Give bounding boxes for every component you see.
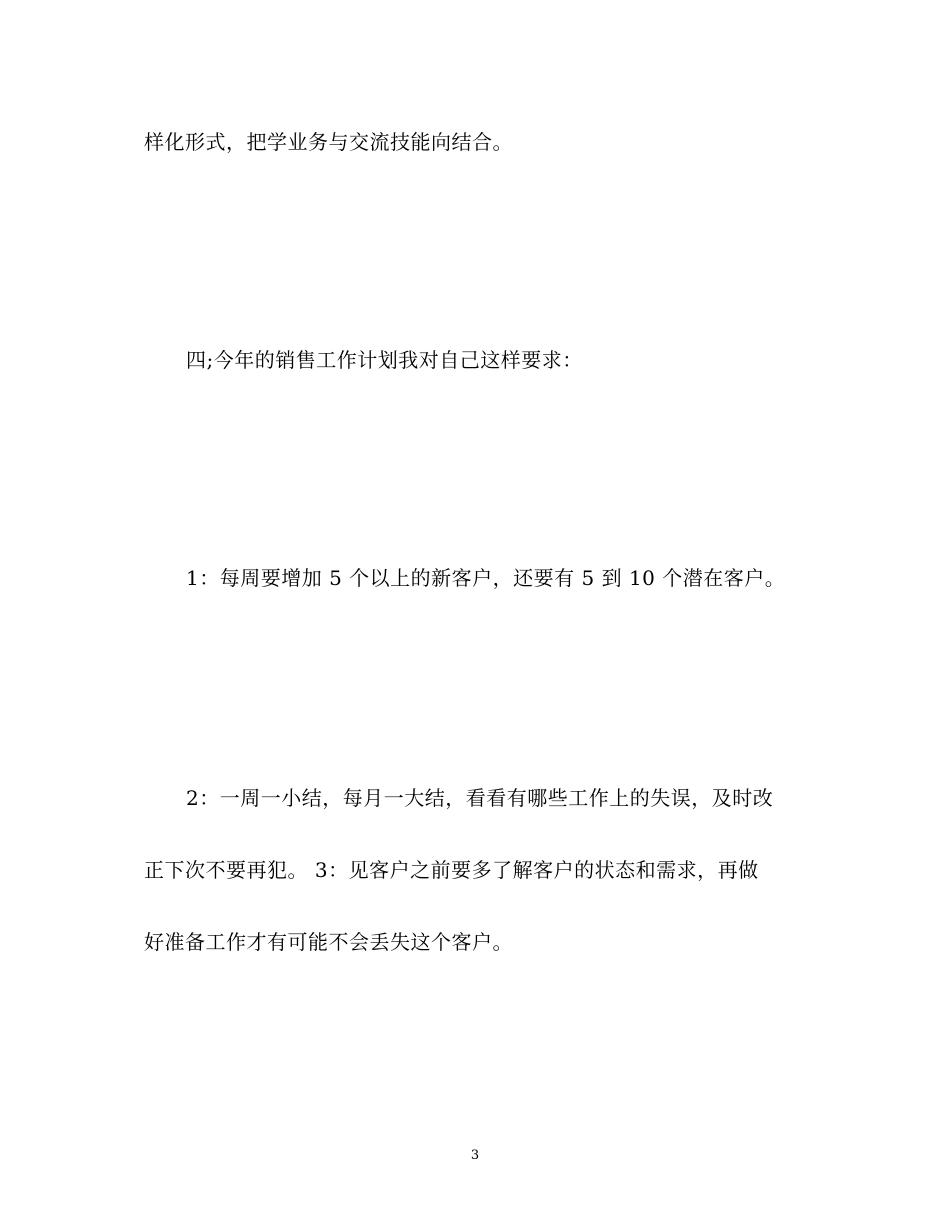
list-item-2: 2：一周一小结，每月一大结，看看有哪些工作上的失误，及时改 [186,786,774,810]
list-item-1: 1：每周要增加 5 个以上的新客户，还要有 5 到 10 个潜在客户。 [186,566,786,590]
page-number: 3 [470,1148,480,1163]
paragraph-line: 样化形式，把学业务与交流技能向结合。 [144,130,513,154]
paragraph-line: 好准备工作才有可能不会丢失这个客户。 [144,930,513,954]
paragraph-line: 正下次不要再犯。 3：见客户之前要多了解客户的状态和需求，再做 [144,858,759,882]
section-heading: 四;今年的销售工作计划我对自己这样要求： [186,348,583,372]
